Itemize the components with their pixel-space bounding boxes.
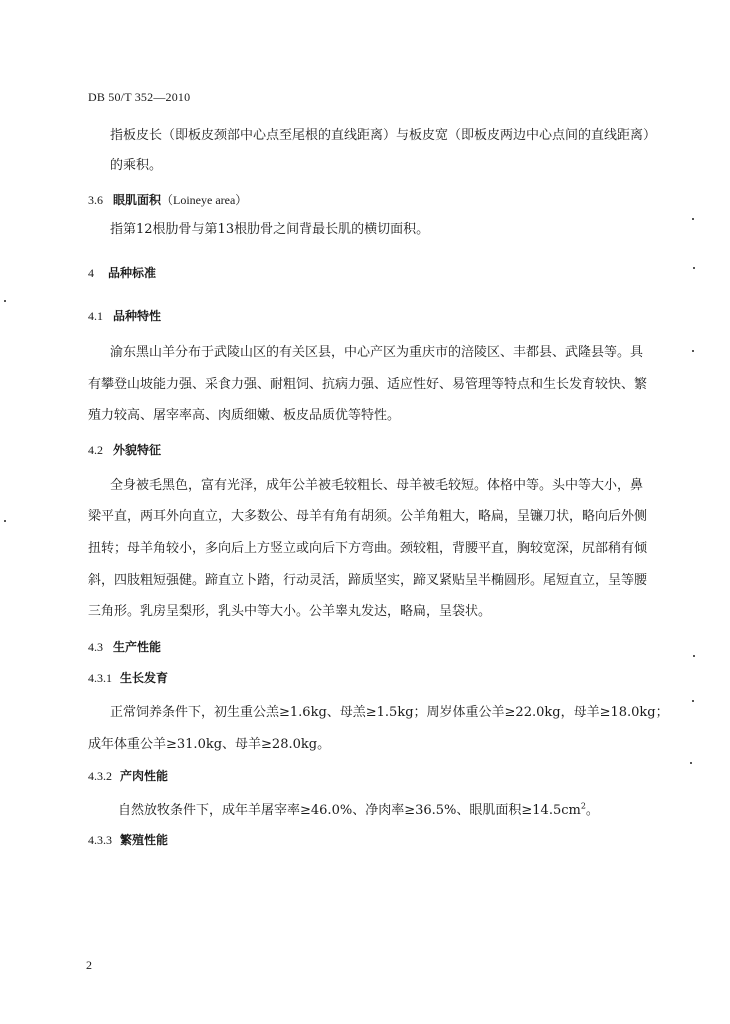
section-4-2-line-4: 斜，四肢粗短强健。蹄直立卜踏，行动灵活，蹄质坚实，蹄叉紧贴呈半椭圆形。尾短直立，呈等腰 [88,573,648,588]
section-number: 4.1 [88,309,103,323]
section-number: 3.6 [88,193,103,207]
section-3-6-text: 指第12根肋骨与第13根肋骨之间背最长肌的横切面积。 [110,222,430,237]
section-title: 生长发育 [120,671,169,685]
superscript-2: 2 [580,801,586,811]
section-4-1-line-3: 殖力较高、屠宰率高、肉质细嫩、板皮品质优等特性。 [88,408,401,423]
body-line-1: 指板皮长（即板皮颈部中心点至尾根的直线距离）与板皮宽（即板皮两边中心点间的直线距离） [110,128,657,143]
section-4-2-line-3: 扭转；母羊角较小，多向后上方竖立或向后下方弯曲。颈较粗，背腰平直，胸较宽深，尻部稍有倾 [88,541,648,556]
section-title: 生产性能 [113,640,162,654]
section-title: 眼肌面积 [113,193,162,207]
scan-speck [693,267,695,269]
section-4-1-line-2: 有攀登山坡能力强、采食力强、耐粗饲、抗病力强、适应性好、易管理等特点和生长发育较快、繁 [88,377,648,392]
section-number: 4.3.1 [88,671,112,685]
section-4-2-line-5: 三角形。乳房呈梨形，乳头中等大小。公羊睾丸发达，略扁，呈袋状。 [88,604,492,619]
section-4-3-2-line [118,803,599,819]
section-4-3-1-line-1: 正常饲养条件下，初生重公羔≥1.6kg、母羔≥1.5kg；周岁体重公羊≥22.0kg，母羊≥18.0kg； [110,705,669,720]
section-4-2-heading [88,442,161,458]
scan-speck [692,350,694,352]
scan-speck [692,700,694,702]
scan-speck [690,762,692,764]
section-title: 品种特性 [113,309,162,323]
section-title: 产肉性能 [120,769,169,783]
section-number: 4.2 [88,443,103,457]
section-title: 繁殖性能 [120,833,169,847]
line-end-mark: 。 [585,803,599,818]
meat-performance-text: 自然放牧条件下，成年羊屠宰率≥46.0%、净肉率≥36.5%、眼肌面积≥14.5cm [118,803,581,818]
section-4-1-heading [88,308,161,324]
section-4-heading [88,265,156,281]
scan-speck [4,300,6,302]
section-number: 4.3.2 [88,769,112,783]
section-4-3-3-heading [88,832,168,848]
section-4-1-line-1: 渝东黑山羊分布于武陵山区的有关区县，中心产区为重庆市的涪陵区、丰都县、武隆县等。具 [110,345,644,360]
section-title: 品种标准 [108,266,157,280]
section-4-3-1-line-2: 成年体重公羊≥31.0kg、母羊≥28.0kg。 [88,737,331,752]
section-number: 4.3.3 [88,833,112,847]
section-3-6-heading [88,192,247,208]
section-4-2-line-2: 梁平直，两耳外向直立，大多数公、母羊有角有胡须。公羊角粗大，略扁，呈镰刀状，略向后外侧 [88,509,648,524]
section-number: 4 [88,266,94,280]
scan-speck [692,218,694,220]
section-title: 外貌特征 [113,443,162,457]
scan-speck [4,520,6,522]
page-number: 2 [86,958,92,972]
section-number: 4.3 [88,640,103,654]
standard-code: DB 50/T 352—2010 [88,90,191,104]
section-4-3-2-heading [88,768,168,784]
section-4-2-line-1: 全身被毛黑色，富有光泽，成年公羊被毛较粗长、母羊被毛较短。体格中等。头中等大小，鼻 [110,478,644,493]
section-title-en: （Loineye area） [161,193,248,207]
body-line-2: 的乘积。 [110,158,163,173]
section-4-3-heading [88,639,161,655]
scan-speck [693,655,695,657]
section-4-3-1-heading [88,670,168,686]
